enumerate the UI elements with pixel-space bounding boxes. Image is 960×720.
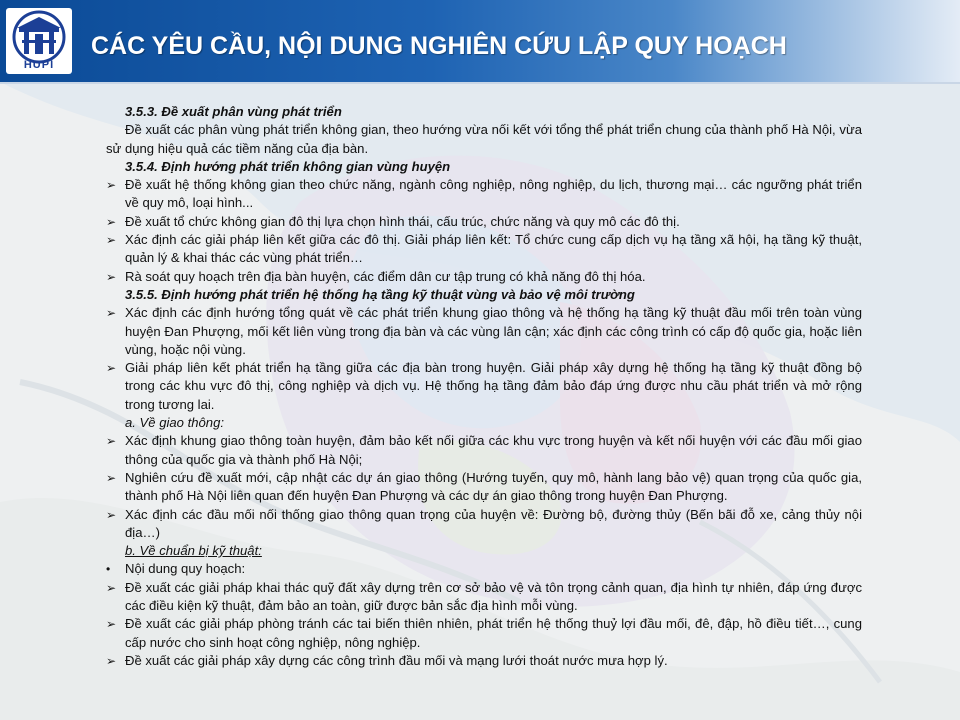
arrow-bullet-icon: ➢ [106,617,117,632]
section-heading-3-5-4: 3.5.4. Định hướng phát triển không gian vùng huyện [125,158,451,174]
list-item [106,231,862,268]
list-item [106,268,862,286]
arrow-bullet-icon: ➢ [106,306,117,321]
arrow-bullet-icon: ➢ [106,214,117,229]
list-item-text: Đề xuất các giải pháp phòng tránh các tai biến thiên nhiên, phát triển hệ thống thuỷ lợi đầu mối, đê, đập, hồ điều tiết…, cung cấp nước cho sinh hoạt công nghiệp, nông nghiệp. [125,616,862,650]
section-heading-3-5-5: 3.5.5. Định hướng phát triển hệ thống hạ tầng kỹ thuật vùng và bảo vệ môi trường [125,286,635,302]
arrow-bullet-icon: ➢ [106,361,117,376]
list-item [106,432,862,469]
arrow-bullet-icon: ➢ [106,178,117,193]
subheading-transport: a. Về giao thông: [125,415,225,431]
list-item [106,469,862,506]
dot-bullet-icon: • [106,562,111,577]
slide-title: CÁC YÊU CẦU, NỘI DUNG NGHIÊN CỨU LẬP QUY HOẠCH [91,32,787,60]
list-item-text: Xác định các giải pháp liên kết giữa các đô thị. Giải pháp liên kết: Tổ chức cung cấp dịch vụ hạ tầng xã hội, hạ tầng kỹ thuật, quản lý & khai thác các vùng phát triển… [125,232,862,266]
slide-body [106,103,862,670]
arrow-bullet-icon: ➢ [106,580,117,595]
list-item [106,213,862,231]
hupi-logo [6,8,72,74]
list-item-text: Giải pháp liên kết phát triển hạ tầng giữa các địa bàn trong huyện. Giải pháp xây dựng hệ thống hạ tầng kỹ thuật đồng bộ trong các khu vực đô thị, công nghiệp và dịch vụ. Hệ thống hạ tầng đảm bảo đáp ứng được nhu cầu phát triển và mở rộng trong tương lai. [125,360,862,412]
arrow-bullet-icon: ➢ [106,470,117,485]
list-item-text: Xác định các đầu mối nối thống giao thông quan trọng của huyện về: Đường bộ, đường thủy (Bến bãi đỗ xe, cảng thủy nội địa…) [125,506,862,540]
arrow-bullet-icon: ➢ [106,507,117,522]
list-item-text: Đề xuất các giải pháp xây dựng các công trình đầu mối và mạng lưới thoát nước mưa hợp lý. [125,652,668,668]
arrow-bullet-icon: ➢ [106,269,117,284]
arrow-bullet-icon: ➢ [106,233,117,248]
list-item-text: Đề xuất hệ thống không gian theo chức năng, ngành công nghiệp, nông nghiệp, du lịch, thương mại… các ngưỡng phát triển về quy mô, loại hình... [125,177,862,211]
list-item [106,615,862,652]
list-item [106,506,862,543]
list-item [106,176,862,213]
arrow-bullet-icon: ➢ [106,434,117,449]
list-item-text: Nghiên cứu đề xuất mới, cập nhật các dự án giao thông (Hướng tuyến, quy mô, hành lang bảo vệ) quan trọng của quốc gia, thành phố Hà Nội liên quan đến huyện Đan Phượng và các dự án giao thông trong huyện Đan Phượng. [125,469,862,504]
list-item-text: Xác định các định hướng tổng quát về các phát triển khung giao thông và hệ thống hạ tầng kỹ thuật đầu mối trên toàn vùng huyện Đan Phượng, mối kết liên vùng trong địa bàn và các vùng lân cận; xác định các công trình có cấp độ quốc gia, hoặc liên vùng, hoặc nội vùng. [125,305,862,357]
paragraph-3-5-3: Đề xuất các phân vùng phát triển không gian, theo hướng vừa nối kết với tổng thể phát triển chung của thành phố Hà Nội, vừa sử dụng hiệu quả các tiềm năng của địa bàn. [106,122,862,156]
list-item-text: Rà soát quy hoạch trên địa bàn huyện, các điểm dân cư tập trung có khả năng đô thị hóa. [125,268,646,284]
list-item [106,652,862,670]
list-item-text: Đề xuất các giải pháp khai thác quỹ đất xây dựng trên cơ sở bảo vệ và tôn trọng cảnh quan, địa hình tự nhiên, đáp ứng được các điều kiện kỹ thuật, đảm bảo an toàn, giữ được bản sắc địa hình mỗi vùng. [125,579,862,614]
list-item [106,359,862,414]
subheading-technical-preparation: b. Về chuẩn bị kỹ thuật: [125,543,262,559]
slide-header [0,0,960,84]
arrow-bullet-icon: ➢ [106,653,117,668]
list-item-text: Xác định khung giao thông toàn huyện, đảm bảo kết nối giữa các khu vực trong huyện và kết nối huyện với các đầu mối giao thông của quốc gia và thành phố Hà Nội; [125,433,862,467]
list-item [106,579,862,616]
list-item [106,560,862,578]
logo-text: HUPI [23,59,55,71]
section-heading-3-5-3: 3.5.3. Đề xuất phân vùng phát triển [125,104,342,119]
list-item-text: Nội dung quy hoạch: [125,561,246,577]
list-item [106,304,862,359]
list-item-text: Đề xuất tổ chức không gian đô thị lựa chọn hình thái, cấu trúc, chức năng và quy mô các đô thị. [125,213,680,229]
